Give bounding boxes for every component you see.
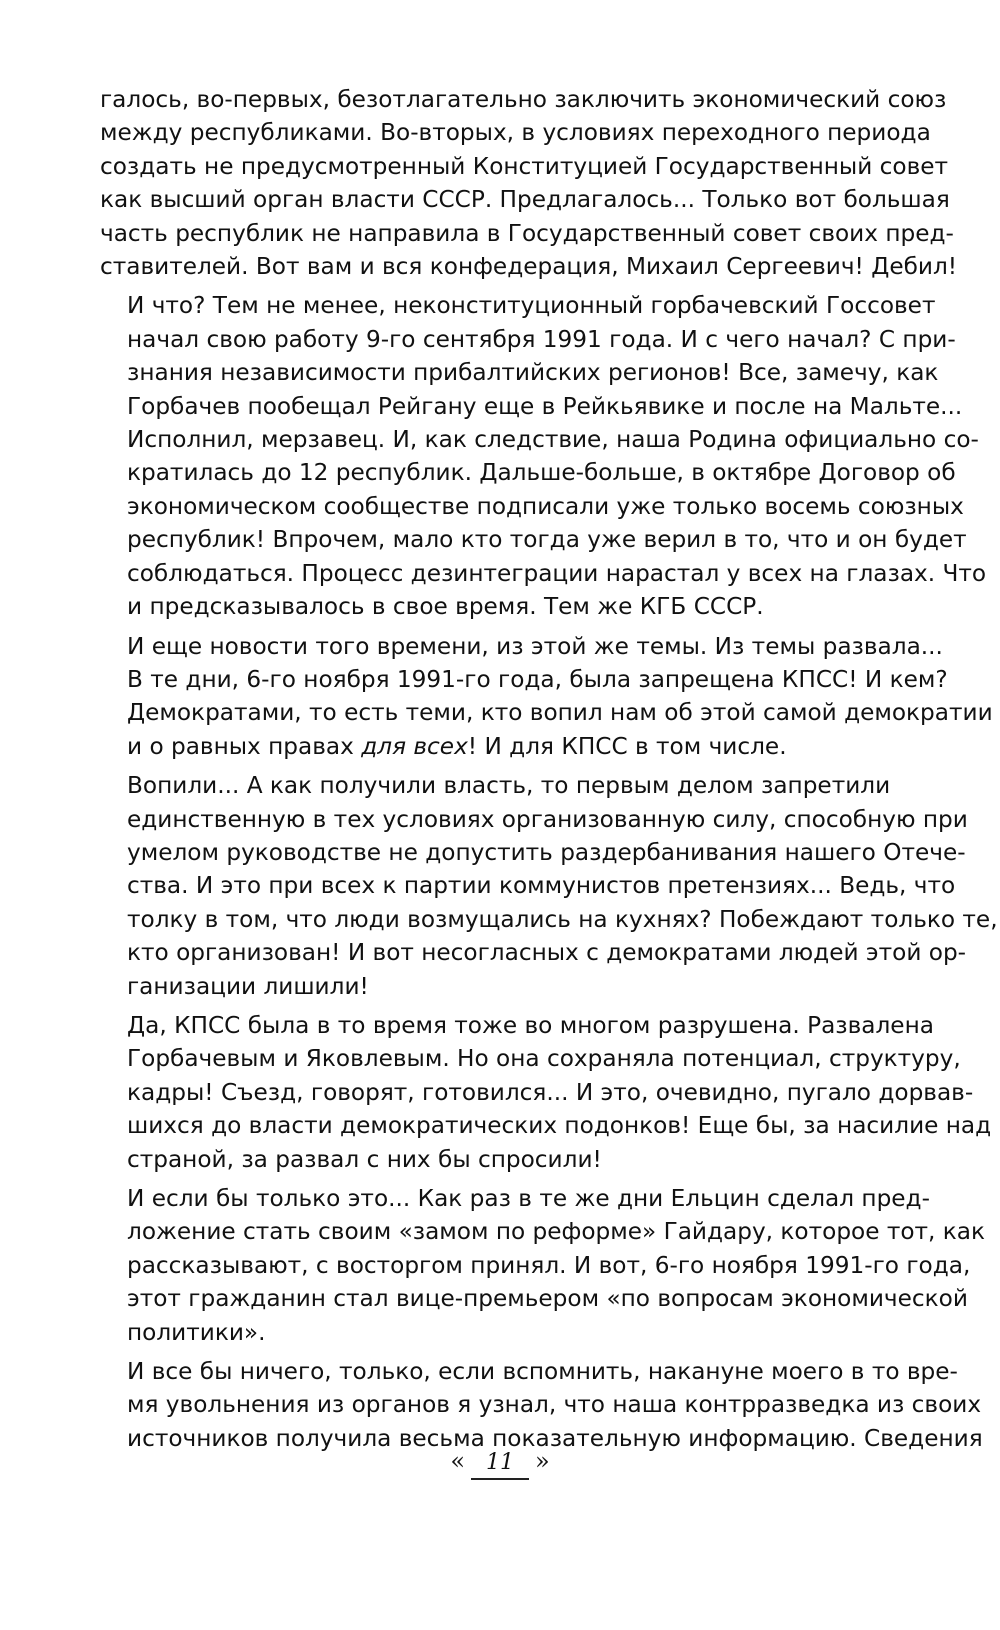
text-line: соблюдаться. Процесс дезинтеграции нарастал у всех на глазах. Что	[127, 559, 987, 587]
page-number-close-quote: »	[535, 1447, 550, 1475]
text-line: кратилась до 12 республик. Дальше-больше, в октябре Договор об	[127, 459, 956, 487]
paragraph-1	[100, 83, 958, 283]
text-line: как высший орган власти СССР. Предлагалось... Только вот большая	[100, 186, 950, 214]
text-segment: и о равных правах	[127, 732, 362, 760]
text-line: кадры! Съезд, говорят, готовился... И это, очевидно, пугало дорвав-	[127, 1078, 974, 1106]
text-line: Демократами, то есть теми, кто вопил нам об этой самой демократии	[127, 699, 993, 727]
text-line: ства. И это при всех к партии коммунистов претензиях... Ведь, что	[127, 872, 956, 900]
text-line: источников получила весьма показательную информацию. Сведения	[127, 1424, 983, 1452]
text-line: толку в том, что люди возмущались на кухнях? Побеждают только те,	[127, 905, 998, 933]
page-number-value: 11	[471, 1448, 529, 1480]
text-line	[100, 730, 878, 763]
text-line: И все бы ничего, только, если вспомнить, накануне моего в то вре-	[127, 1358, 958, 1386]
text-line: шихся до власти демократических подонков! Еще бы, за насилие над	[127, 1112, 992, 1140]
text-line: И если бы только это... Как раз в те же дни Ельцин сделал пред-	[127, 1185, 930, 1212]
paragraph-7	[100, 1355, 983, 1455]
text-line: умелом руководстве не допустить раздербанивания нашего Отече-	[127, 838, 966, 866]
text-line: единственную в тех условиях организованную силу, способную при	[127, 805, 968, 833]
paragraph-2	[100, 289, 987, 623]
emphasis-text: для всех	[361, 732, 468, 760]
paragraph-3	[100, 630, 993, 764]
text-line: и предсказывалось в свое время. Тем же КГБ СССР.	[127, 593, 764, 621]
text-line: галось, во-первых, безотлагательно заключить экономический союз	[100, 86, 947, 113]
text-line: рассказывают, с восторгом принял. И вот, 6-го ноября 1991-го года,	[127, 1251, 971, 1279]
text-line: Вопили... А как получили власть, то первым делом запретили	[127, 772, 891, 800]
text-line: республик! Впрочем, мало кто тогда уже верил в то, что и он будет	[127, 526, 967, 554]
text-line: мя увольнения из органов я узнал, что наша контрразведка из своих	[127, 1391, 982, 1419]
text-line: знания независимости прибалтийских регионов! Все, замечу, как	[127, 359, 939, 387]
text-line: создать не предусмотренный Конституцией Государственный совет	[100, 152, 949, 180]
paragraph-5	[100, 1009, 992, 1176]
text-line: ложение стать своим «замом по реформе» Гайдару, которое тот, как	[127, 1218, 986, 1246]
text-segment: ! И для КПСС в том числе.	[467, 732, 787, 760]
paragraph-4	[100, 769, 998, 1003]
text-line: И еще новости того времени, из этой же темы. Из темы развала...	[127, 632, 943, 660]
text-line: Да, КПСС была в то время тоже во многом разрушена. Развалена	[127, 1011, 934, 1039]
page-number	[0, 1447, 1000, 1480]
page-number-open-quote: «	[450, 1447, 465, 1475]
text-line: Горбачевым и Яковлевым. Но она сохраняла потенциал, структуру,	[127, 1045, 961, 1073]
text-line: Горбачев пообещал Рейгану еще в Рейкьявике и после на Мальте...	[127, 392, 963, 420]
text-line: В те дни, 6-го ноября 1991-го года, была запрещена КПСС! И кем?	[127, 665, 948, 693]
text-line: страной, за развал с них бы спросили!	[127, 1145, 602, 1173]
text-line: часть республик не направила в Государственный совет своих пред-	[100, 219, 954, 247]
text-line: ставителей. Вот вам и вся конфедерация, Михаил Сергеевич! Дебил!	[100, 253, 958, 281]
text-line: начал свою работу 9-го сентября 1991 года. И с чего начал? С при-	[127, 325, 956, 353]
text-line: экономическом сообществе подписали уже только восемь союзных	[127, 492, 964, 520]
text-line: И что? Тем не менее, неконституционный горбачевский Госсовет	[127, 292, 936, 320]
text-line: между республиками. Во-вторых, в условиях переходного периода	[100, 119, 931, 147]
paragraph-6	[100, 1182, 986, 1349]
text-line: политики».	[127, 1318, 266, 1346]
text-line: ганизации лишили!	[127, 972, 369, 1000]
text-line: Исполнил, мерзавец. И, как следствие, наша Родина официально со-	[127, 426, 979, 454]
text-line: этот гражданин стал вице-премьером «по вопросам экономической	[127, 1285, 968, 1313]
page-text	[100, 83, 998, 1461]
text-line: кто организован! И вот несогласных с демократами людей этой ор-	[127, 939, 967, 967]
